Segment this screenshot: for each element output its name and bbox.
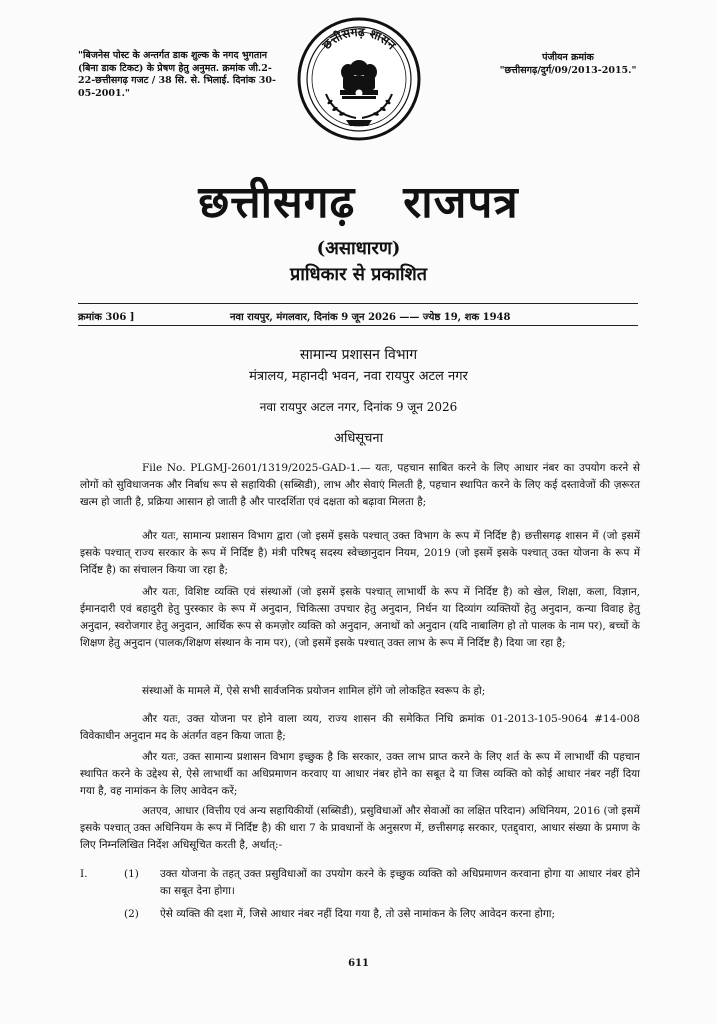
header-rule-bottom — [78, 325, 638, 326]
department-address: मंत्रालय, महानदी भवन, नवा रायपुर अटल नगर — [249, 369, 468, 384]
paragraph-7: अतएव, आधार (वित्तीय एवं अन्य सहायिकीयों (सब्सिडी), प्रसुविधाओं और सेवाओं का लक्षित परिदान) अधिनियम, 2016 (जो इसमें इसके पश्चात् उक्त अधिनियम के रूप में निर्दिष्ट है) की धारा 7 के प्रावधानों के अनुसरण में, छत्तीसगढ़ सरकार, एतद्द्वारा, आधार संख्या के प्रमाण के लिए निम्नलिखित निर्देश अधिसूचित करती है, अर्थात्:- — [80, 805, 641, 851]
paragraph-1: File No. PLGMJ-2601/1319/2025-GAD-1.— यतः, पहचान साबित करने के लिए आधार नंबर का उपयोग करने से लोगों को सुविधाजनक और निर्बाध रूप से सहायिकी (सब्सिडी), लाभ और सेवाएं मिलती है, पहचान स्थापित करने के लिए कई दस्तावेजों की ज़रूरत खत्म हो जाती है, प्रक्रिया आसान हो जाती है और पारदर्शिता एवं दक्षता को बढ़ावा मिलता है; — [80, 462, 640, 508]
department-name: सामान्य प्रशासन विभाग — [299, 347, 418, 363]
issue-number: क्रमांक 306 ] — [78, 312, 135, 323]
list-item-1-text: उक्त योजना के तहत् उक्त प्रसुविधाओं का उपयोग करने के इच्छुक व्यक्ति को अधिप्रमाणन करवाना होगा या आधार नंबर होने का सबूत देना होगा। — [160, 868, 640, 897]
notification-date: नवा रायपुर अटल नगर, दिनांक 9 जून 2026 — [259, 400, 458, 414]
paragraph-6: और यतः, उक्त सामान्य प्रशासन विभाग इच्छुक है कि सरकार, उक्त लाभ प्राप्त करने के लिए शर्त के रूप में लाभार्थी की पहचान स्थापित करने के उद्देश्य से, ऐसे लाभार्थी का अधिप्रमाणन करवाए या आधार नंबर होने का सबूत दे या जिस व्यक्ति को कोई आधार नंबर नहीं दिया गया है, वह नामांकन के लिए आवेदन करें; — [80, 751, 640, 797]
paragraph-5: और यतः, उक्त योजना पर होने वाला व्यय, राज्य शासन की समेकित निधि क्रमांक 01-2013-105-9064 #14-008 विवेकाधीन अनुदान मद के अंतर्गत वहन किया जाता है; — [80, 713, 640, 742]
registration-label: पंजीयन क्रमांक — [542, 52, 594, 63]
list-item-2-text: ऐसे व्यक्ति की दशा में, जिसे आधार नंबर नहीं दिया गया है, तो उसे नामांकन के लिए आवेदन करना होगा; — [160, 908, 556, 920]
title-part-1: छत्तीसगढ़ — [198, 177, 356, 228]
registration-number: "छत्तीसगढ़/दुर्ग/09/2013-2015." — [499, 64, 637, 76]
paragraph-3: और यतः, विशिष्ट व्यक्ति एवं संस्थाओं (जो इसमें इसके पश्चात् लाभार्थी के रूप में निर्दिष्ट है) को खेल, शिक्षा, कला, विज्ञान, ईमानदारी एवं बहादुरी हेतु पुरस्कार के रूप में अनुदान, चिकित्सा उपचार हेतु अनुदान, निर्धन या दिव्यांग व्यक्तियों हेतु अनुदान, कन्या विवाह हेतु अनुदान, स्वरोजगार हेतु अनुदान, आर्थिक रूप से कमज़ोर व्यक्ति को अनुदान, अनाथों को अनुदान (यदि नाबालिग हो तो पालक के नाम पर), बच्चों के शिक्षण हेतु अनुदान (पालक/शिक्षण संस्थान के नाम पर), (जो इसमें इसके पश्चात् उक्त लाभ के रूप में निर्दिष्ट है) दिया जा रहा है; — [80, 586, 640, 649]
header-rule-top — [78, 303, 638, 304]
list-marker-roman: I. — [80, 868, 88, 880]
postal-permit-note: "बिजनेस पोस्ट के अन्तर्गत डाक शुल्क के नगद भुगतान (बिना डाक टिकट) के प्रेषण हेतु अनुमत. क्रमांक जी.2-22-छत्तीसगढ़ गजट / 38 सि. से. भिलाई. दिनांक 30-05-2001." — [78, 50, 276, 99]
list-item-1-number: (1) — [124, 868, 139, 880]
seal-text: छत्तीसगढ़ शासन — [319, 24, 399, 53]
issue-date: नवा रायपुर, मंगलवार, दिनांक 9 जून 2026 —— ज्येष्ठ 19, शक 1948 — [230, 312, 511, 323]
published-by-authority: प्राधिकार से प्रकाशित — [289, 264, 428, 285]
paragraph-4: संस्थाओं के मामले में, ऐसे सभी सार्वजनिक प्रयोजन शामिल होंगे जो लोकहित स्वरूप के हो; — [142, 685, 486, 697]
paragraph-2: और यतः, सामान्य प्रशासन विभाग द्वारा (जो इसमें इसके पश्चात् उक्त विभाग के रूप में निर्दिष्ट है) छत्तीसगढ़ शासन में (जो इसमें इसके पश्चात् राज्य सरकार के रूप में निर्दिष्ट है) मंत्री परिषद् सदस्य स्वेच्छानुदान नियम, 2019 (जो इसमें इसके पश्चात् उक्त योजना के रूप में निर्दिष्ट है) का संचालन किया जा रहा है; — [80, 530, 640, 576]
extraordinary-label: (असाधारण) — [316, 238, 401, 259]
government-seal-icon — [296, 16, 422, 142]
registration-note — [478, 52, 658, 77]
notification-heading: अधिसूचना — [334, 431, 383, 446]
title-part-2: राजपत्र — [403, 177, 519, 228]
list-item-2-number: (2) — [124, 908, 139, 920]
gazette-title — [0, 170, 717, 230]
page-number: 611 — [348, 958, 369, 969]
